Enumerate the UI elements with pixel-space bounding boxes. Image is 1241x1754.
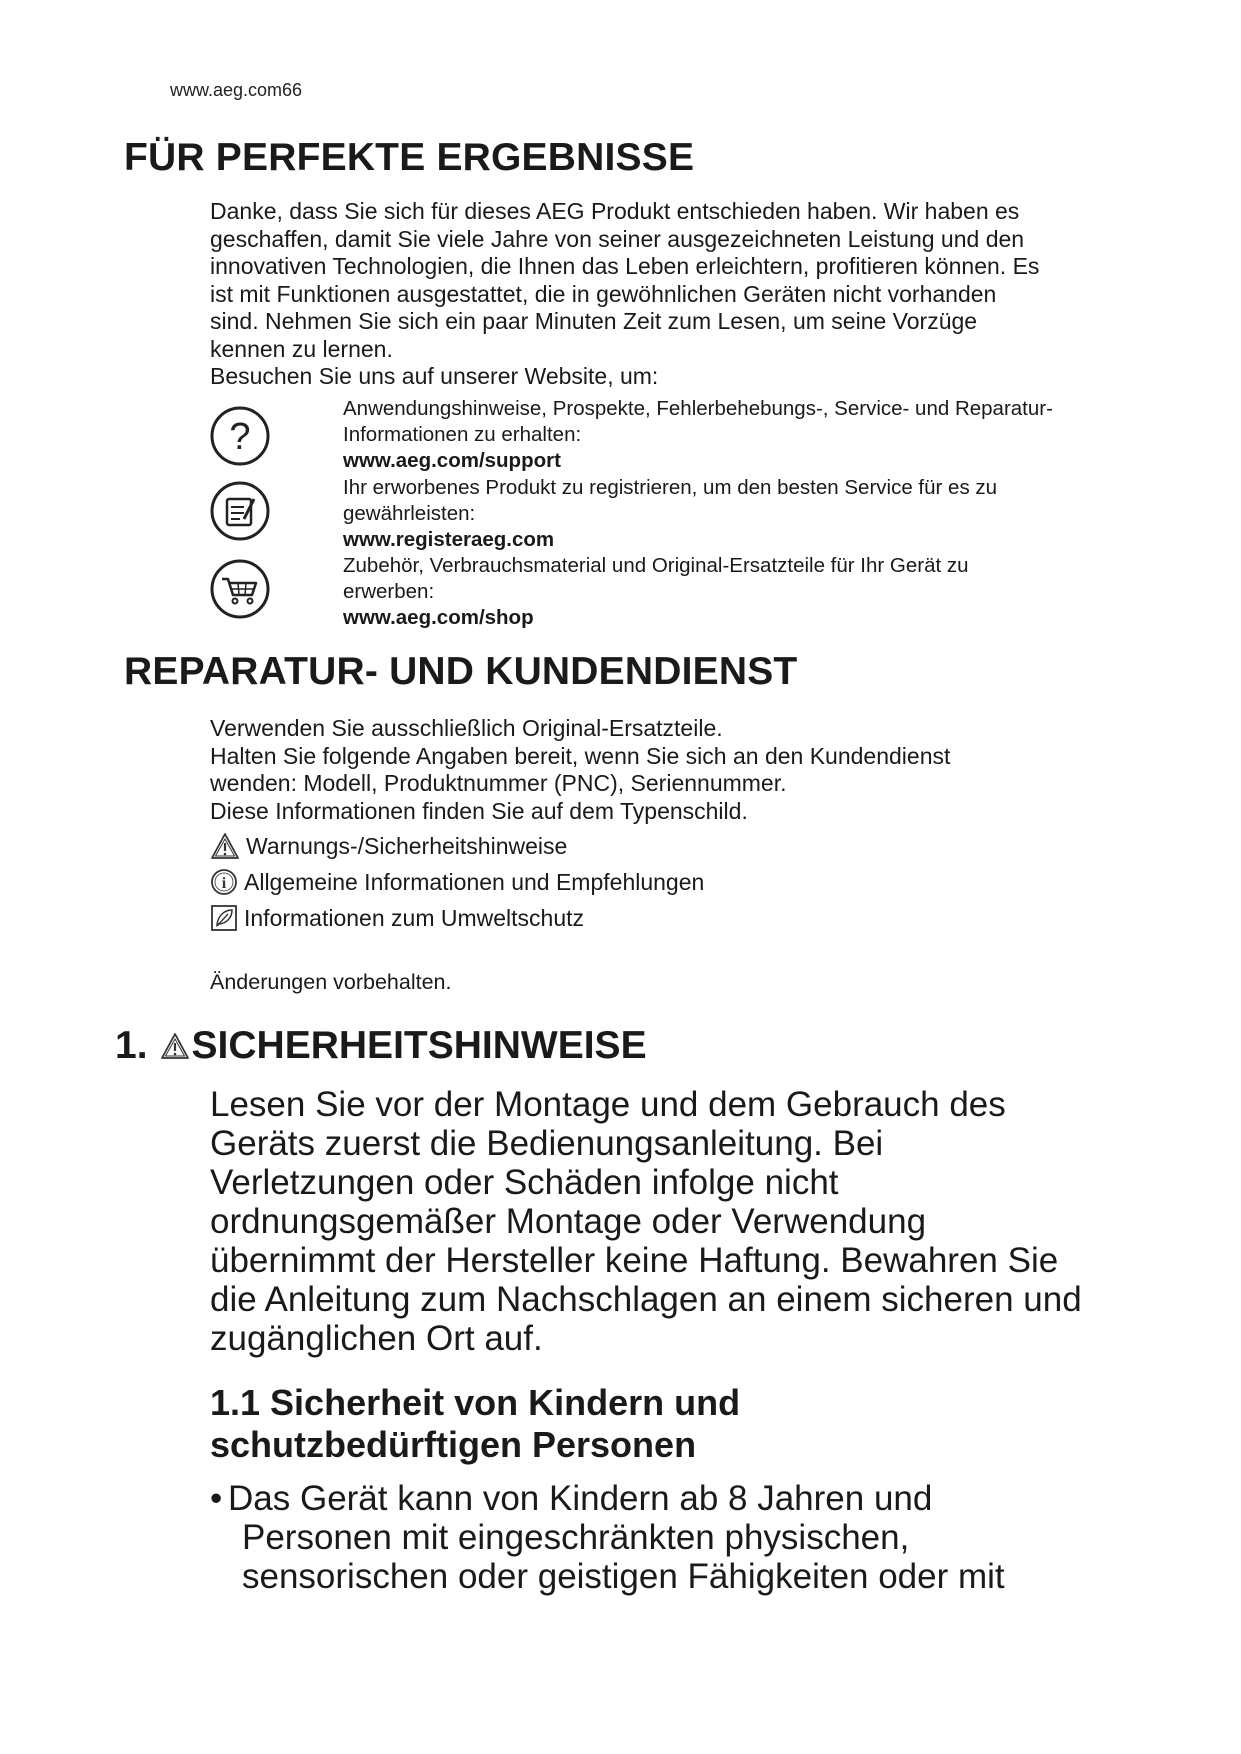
support-link[interactable]: www.aeg.com/support	[343, 449, 561, 472]
subsection-title-child-safety	[210, 1382, 1110, 1466]
warning-icon	[160, 1032, 190, 1060]
legend-row-warning	[210, 830, 567, 862]
intro-line: innovativen Technologien, die Ihnen das Leben erleichtern, profitieren können. Es	[210, 253, 1040, 279]
intro-line: ist mit Funktionen ausgestattet, die in gewöhnlichen Geräten nicht vorhanden	[210, 280, 997, 307]
safety-line: Verletzungen oder Schäden infolge nicht	[210, 1163, 839, 1202]
legend-row-info	[210, 866, 704, 898]
bullet-line: Personen mit eingeschränkten physischen,	[242, 1518, 910, 1557]
section-number: 1.	[115, 1024, 148, 1067]
intro-line: kennen zu lernen.	[210, 335, 393, 362]
bullet-line: sensorischen oder geistigen Fähigkeiten oder mit	[242, 1557, 1005, 1596]
safety-line: zugänglichen Ort auf.	[210, 1319, 543, 1358]
web-item-text: Zubehör, Verbrauchsmaterial und Original-Ersatzteile für Ihr Gerät zu	[343, 554, 969, 577]
visit-website-line: Besuchen Sie uns auf unserer Website, um:	[210, 363, 659, 389]
register-icon	[208, 479, 272, 543]
legend-row-environment	[210, 902, 584, 934]
safety-line: Lesen Sie vor der Montage und dem Gebrauch des	[210, 1085, 1006, 1124]
shopping-cart-icon	[208, 557, 272, 621]
repair-line: Diese Informationen finden Sie auf dem Typenschild.	[210, 797, 748, 824]
repair-line: Halten Sie folgende Angaben bereit, wenn Sie sich an den Kundendienst	[210, 742, 951, 769]
web-item-text: Ihr erworbenes Produkt zu registrieren, um den besten Service für es zu	[343, 476, 998, 499]
bullet-line: Das Gerät kann von Kindern ab 8 Jahren und	[228, 1479, 933, 1518]
web-item-text: erwerben:	[343, 580, 435, 603]
header-url[interactable]: www.aeg.com66	[170, 80, 303, 100]
section-title-safety	[115, 1024, 647, 1068]
svg-text:?: ?	[229, 416, 251, 458]
safety-line: übernimmt der Hersteller keine Haftung. Bewahren Sie	[210, 1241, 1059, 1280]
safety-line: ordnungsgemäßer Montage oder Verwendung	[210, 1202, 927, 1241]
register-link[interactable]: www.registeraeg.com	[343, 528, 555, 551]
question-icon	[208, 404, 272, 468]
bullet-marker: •	[210, 1479, 223, 1518]
section-title-text: SICHERHEITSHINWEISE	[191, 1024, 647, 1067]
section-title-perfect-results: FÜR PERFEKTE ERGEBNISSE	[124, 136, 695, 179]
legend-label: Informationen zum Umweltschutz	[244, 904, 585, 931]
warning-icon	[210, 832, 240, 860]
repair-line: wenden: Modell, Produktnummer (PNC), Seriennummer.	[210, 770, 787, 796]
safety-line: die Anleitung zum Nachschlagen an einem sicheren und	[210, 1280, 1082, 1319]
info-icon	[210, 868, 238, 896]
intro-line: sind. Nehmen Sie sich ein paar Minuten Zeit zum Lesen, um seine Vorzüge	[210, 308, 978, 334]
environment-icon	[210, 904, 238, 932]
shop-link[interactable]: www.aeg.com/shop	[343, 606, 534, 629]
repair-paragraph	[210, 715, 1140, 825]
legend-label: Warnungs-/Sicherheitshinweise	[246, 832, 568, 859]
intro-paragraph	[210, 198, 1140, 391]
web-item-text: Anwendungshinweise, Prospekte, Fehlerbehebungs-, Service- und Reparatur-	[343, 397, 1053, 420]
safety-intro-paragraph	[210, 1085, 1170, 1358]
web-item-text: Informationen zu erhalten:	[343, 423, 582, 446]
changes-reserved-note: Änderungen vorbehalten.	[210, 970, 452, 994]
legend-label: Allgemeine Informationen und Empfehlungen	[244, 868, 705, 895]
safety-line: Geräts zuerst die Bedienungsanleitung. Bei	[210, 1124, 884, 1163]
svg-text:i: i	[221, 875, 227, 892]
intro-line: geschaffen, damit Sie viele Jahre von seiner ausgezeichneten Leistung und den	[210, 225, 1025, 252]
section-title-repair-service: REPARATUR- UND KUNDENDIENST	[124, 650, 798, 693]
subsection-title-line: 1.1 Sicherheit von Kindern und	[210, 1382, 741, 1423]
subsection-title-line: schutzbedürftigen Personen	[210, 1424, 697, 1465]
repair-line: Verwenden Sie ausschließlich Original-Ersatzteile.	[210, 715, 723, 741]
intro-line: Danke, dass Sie sich für dieses AEG Produkt entschieden haben. Wir haben es	[210, 198, 1020, 224]
web-item-text: gewährleisten:	[343, 502, 476, 525]
